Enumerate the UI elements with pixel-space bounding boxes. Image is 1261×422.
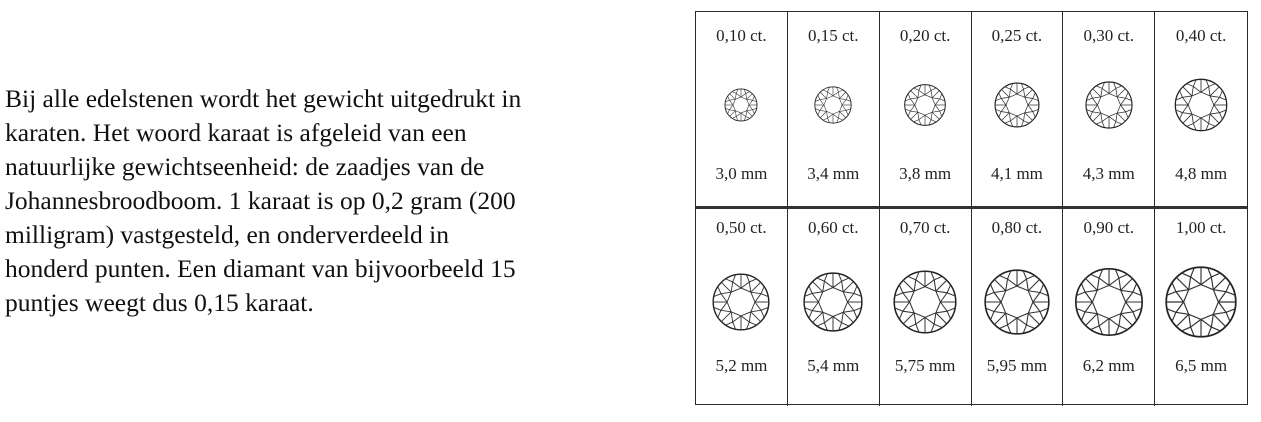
diamond-icon bbox=[813, 85, 854, 126]
diameter-label: 6,5 mm bbox=[1175, 356, 1228, 375]
carat-cell bbox=[1063, 12, 1155, 209]
diamond-icon bbox=[1173, 77, 1229, 133]
diamond-icon bbox=[1073, 267, 1144, 338]
carat-label: 0,50 ct. bbox=[716, 218, 767, 237]
carat-cell bbox=[880, 12, 972, 209]
carat-cell bbox=[972, 12, 1064, 209]
carat-size-chart bbox=[695, 11, 1248, 405]
carat-cell bbox=[1063, 209, 1155, 406]
carat-label: 0,15 ct. bbox=[807, 26, 859, 45]
intro-line: puntjes weegt dus 0,15 karaat. bbox=[5, 288, 314, 317]
diamond-icon bbox=[903, 83, 948, 128]
carat-label: 0,60 ct. bbox=[807, 218, 859, 237]
carat-label: 0,80 ct. bbox=[991, 218, 1043, 237]
carat-cell bbox=[788, 12, 880, 209]
diamond-icon bbox=[723, 87, 760, 124]
carat-cell bbox=[1155, 209, 1247, 406]
diamond-icon bbox=[983, 268, 1051, 336]
carat-cell bbox=[880, 209, 972, 406]
diameter-label: 4,3 mm bbox=[1082, 164, 1135, 183]
diameter-label: 5,95 mm bbox=[986, 356, 1048, 375]
diameter-label: 4,1 mm bbox=[990, 164, 1043, 183]
carat-label: 1,00 ct. bbox=[1175, 218, 1227, 237]
intro-line: milligram) vastgesteld, en onderverdeeld in bbox=[5, 220, 449, 249]
carat-label: 0,30 ct. bbox=[1083, 26, 1134, 45]
diamond-icon bbox=[1164, 265, 1238, 339]
carat-label: 0,20 ct. bbox=[899, 26, 951, 45]
carat-cell bbox=[972, 209, 1064, 406]
diamond-icon bbox=[892, 269, 958, 335]
intro-line: honderd punten. Een diamant van bijvoorbeeld 15 bbox=[5, 254, 516, 283]
diameter-label: 3,4 mm bbox=[807, 164, 860, 183]
carat-cell bbox=[788, 209, 880, 406]
carat-cell bbox=[696, 12, 788, 209]
diameter-label: 3,8 mm bbox=[899, 164, 952, 183]
diameter-label: 5,4 mm bbox=[807, 356, 860, 375]
carat-label: 0,90 ct. bbox=[1083, 218, 1134, 237]
diameter-label: 6,2 mm bbox=[1082, 356, 1135, 375]
diamond-icon bbox=[993, 81, 1041, 129]
diamond-icon bbox=[802, 271, 864, 333]
carat-label: 0,10 ct. bbox=[716, 26, 767, 45]
carat-label: 0,70 ct. bbox=[899, 218, 951, 237]
diameter-label: 5,75 mm bbox=[894, 356, 956, 375]
intro-line: Bij alle edelstenen wordt het gewicht uitgedrukt in bbox=[5, 84, 522, 113]
diameter-label: 4,8 mm bbox=[1175, 164, 1228, 183]
carat-label: 0,25 ct. bbox=[991, 26, 1043, 45]
carat-cell bbox=[696, 209, 788, 406]
carat-cell bbox=[1155, 12, 1247, 209]
carat-label: 0,40 ct. bbox=[1175, 26, 1227, 45]
diameter-label: 3,0 mm bbox=[715, 164, 768, 183]
intro-line: natuurlijke gewichtseenheid: de zaadjes van de bbox=[5, 152, 485, 181]
intro-paragraph bbox=[5, 82, 645, 320]
diamond-icon bbox=[711, 272, 771, 332]
intro-line: karaten. Het woord karaat is afgeleid van een bbox=[5, 118, 467, 147]
diamond-icon bbox=[1083, 80, 1134, 131]
intro-line: Johannesbroodboom. 1 karaat is op 0,2 gram (200 bbox=[5, 186, 516, 215]
diameter-label: 5,2 mm bbox=[715, 356, 768, 375]
